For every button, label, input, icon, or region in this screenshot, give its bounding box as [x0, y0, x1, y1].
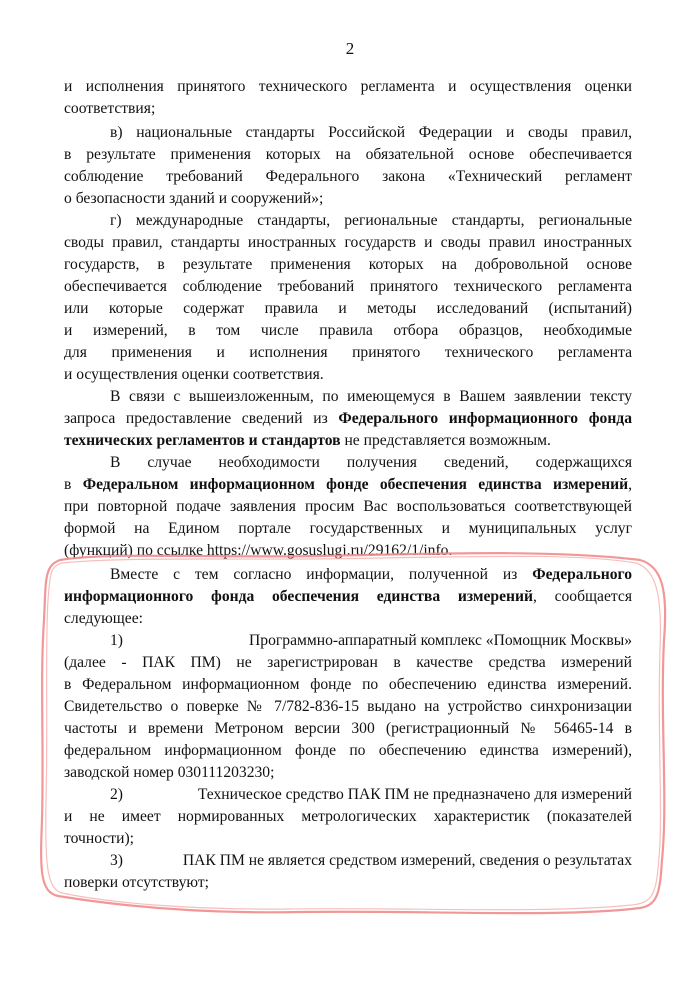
text-line: В случае необходимости получения сведений, содержащихся	[110, 454, 632, 471]
text-line: частоты и времени Метроном версии 300 (регистрационный № 56465-14 в	[64, 720, 632, 737]
text-line: федеральном информационном фонде по обеспечению единства измерений),	[64, 742, 632, 759]
text-line: или которые содержат правила и методы исследований (испытаний)	[64, 300, 632, 317]
text-line: соответствия;	[64, 100, 156, 117]
text-line: г) международные стандарты, региональные стандарты, региональные	[110, 212, 632, 229]
text-line: (далее - ПАК ПМ) не зарегистрирован в качестве средства измерений	[64, 654, 632, 671]
text-line: Вместе с тем согласно информации, полученной из Федерального	[110, 566, 632, 583]
text-line: Свидетельство о поверке № 7/782-836-15 выдано на устройство синхронизации	[64, 698, 632, 715]
text-line: при повторной подаче заявления просим Вас воспользоваться соответствующей	[64, 498, 632, 515]
text-line: в результате применения которых на обязательной основе обеспечивается	[64, 146, 632, 163]
list-marker: 1)	[110, 632, 123, 649]
bold-fund-name: Федерального информационного фонда	[338, 410, 632, 427]
list-item-1: 1) Программно-аппаратный комплекс «Помощник Москвы»	[110, 630, 632, 652]
text-line: и не имеет нормированных метрологических характеристик (показателей	[64, 808, 632, 825]
bold-fund-name: Федеральном информационном фонде обеспечения единства измерений	[82, 476, 629, 493]
text-line: в Федеральном информационном фонде обеспечения единства измерений,	[64, 476, 632, 493]
list-item-2: 2) Техническое средство ПАК ПМ не предназначено для измерений	[110, 784, 632, 806]
text-line: в Федеральном информационном фонде по обеспечению единства измерений.	[64, 676, 632, 693]
list-marker: 2)	[110, 786, 123, 803]
text-line: точности);	[64, 830, 134, 847]
text-line: соблюдение требований Федерального закона «Технический регламент	[64, 168, 632, 185]
bold-fund-name: технических регламентов и стандартов	[64, 432, 341, 449]
text-line: (функций) по ссылке https://www.gosuslugi.ru/29162/1/info.	[64, 542, 453, 559]
bold-fund-name: Федерального	[532, 566, 632, 583]
text-line: в) национальные стандарты Российской Федерации и своды правил,	[110, 124, 632, 141]
text-line: государств, в результате применения которых на добровольной основе	[64, 256, 632, 273]
list-item-3: 3) ПАК ПМ не является средством измерений, сведения о результатах	[110, 850, 632, 872]
text-line: следующее:	[64, 610, 143, 627]
text-line: и измерений, в том числе правила отбора образцов, необходимые	[64, 322, 632, 339]
text-line: обеспечивается соблюдение требований принятого технического регламента	[64, 278, 632, 295]
text-line: формой на Едином портале государственных и муниципальных услуг	[64, 520, 632, 537]
text-line: о безопасности зданий и сооружений»;	[64, 190, 324, 207]
text-line: В связи с вышеизложенным, по имеющемуся в Вашем заявлении тексту	[110, 388, 632, 405]
text-line: технических регламентов и стандартов не представляется возможным.	[64, 432, 551, 449]
text-line: для применения и исполнения принятого технического регламента	[64, 344, 632, 361]
text-line: и осуществления оценки соответствия.	[64, 366, 324, 383]
list-marker: 3)	[110, 852, 123, 869]
bold-fund-name: информационного фонда обеспечения единства измерений	[64, 588, 533, 605]
text-line: своды правил, стандарты иностранных государств и своды правил иностранных	[64, 234, 632, 251]
text-line: заводской номер 030111203230;	[64, 764, 275, 781]
text-line: поверки отсутствуют;	[64, 874, 210, 891]
page-number: 2	[345, 39, 355, 58]
text-line: и исполнения принятого технического регламента и осуществления оценки	[64, 78, 632, 95]
text-line: информационного фонда обеспечения единства измерений, сообщается	[64, 588, 632, 605]
text-line: запроса предоставление сведений из Федерального информационного фонда	[64, 410, 632, 427]
